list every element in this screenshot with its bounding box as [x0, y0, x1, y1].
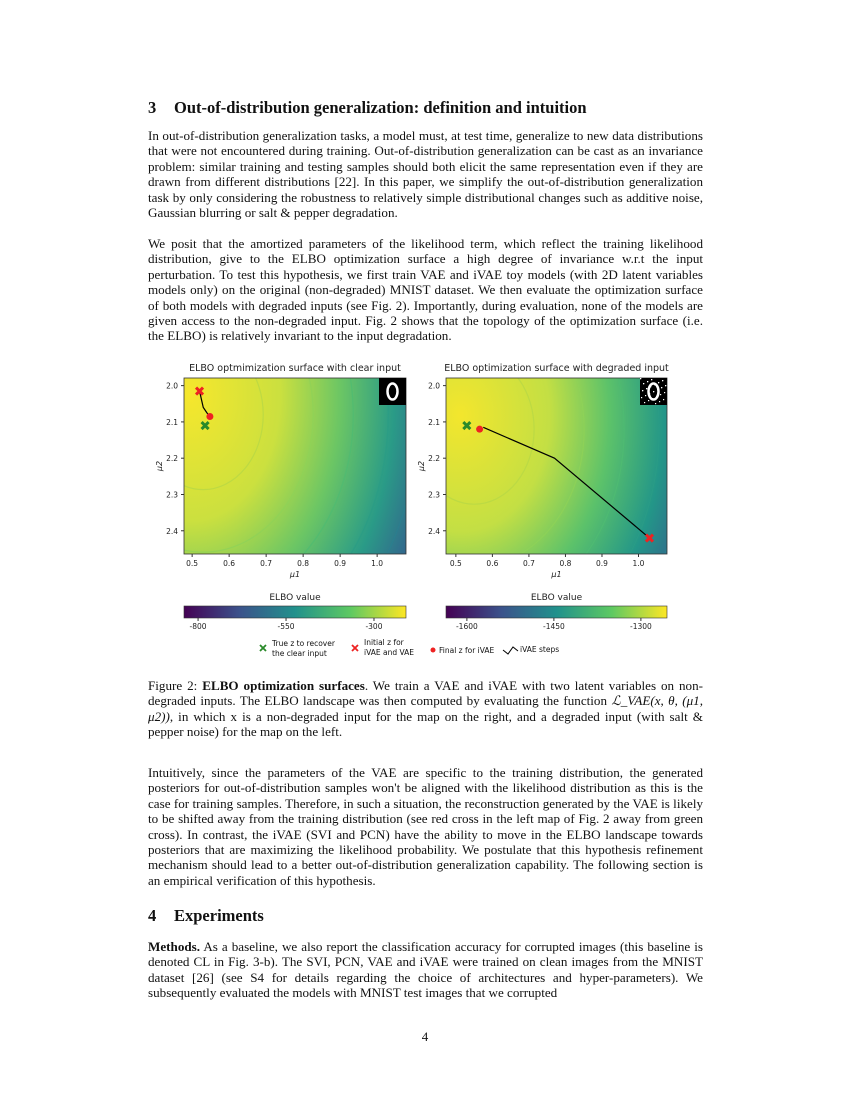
- section-title: Out-of-distribution generalization: definition and intuition: [174, 98, 587, 117]
- colorbar-tick-label: -550: [277, 622, 295, 631]
- digit-inset: [379, 378, 406, 405]
- colorbar-label: ELBO value: [530, 593, 583, 603]
- colorbar: [184, 606, 406, 618]
- noise-pixel: [643, 383, 644, 384]
- x-tick-label: 0.9: [334, 559, 347, 568]
- y-axis-label: μ2: [417, 460, 426, 472]
- x-tick-label: 0.7: [522, 559, 535, 568]
- noise-pixel: [641, 397, 642, 398]
- noise-pixel: [640, 378, 641, 379]
- x-tick-label: 0.7: [260, 559, 273, 568]
- plot-title: ELBO optmimization surface with clear input: [189, 363, 401, 374]
- methods-label: Methods.: [148, 939, 201, 954]
- noise-pixel: [644, 402, 645, 403]
- x-tick-label: 0.5: [186, 559, 199, 568]
- noise-pixel: [664, 392, 665, 393]
- caption-math: ℒ_VAE(x, θ, (μ1, μ2)): [148, 693, 704, 724]
- y-tick-label: 2.2: [428, 454, 440, 464]
- y-tick-label: 2.0: [166, 381, 178, 391]
- noise-pixel: [645, 395, 646, 396]
- colorbar-tick-label: -1450: [542, 622, 565, 631]
- noise-pixel: [651, 379, 652, 380]
- legend-initial-z-line2: iVAE and VAE: [364, 648, 415, 657]
- noise-pixel: [642, 390, 643, 391]
- section-title: Experiments: [174, 906, 264, 925]
- legend-steps-label: iVAE steps: [520, 645, 560, 654]
- x-tick-label: 0.9: [596, 559, 608, 568]
- noise-pixel: [650, 386, 651, 387]
- figure-caption: [148, 678, 703, 740]
- methods-text: As a baseline, we also report the classification accuracy for corrupted images (this baseline is denoted CL in Fig. 3-b). The SVI, PCN, VAE and iVAE were trained on clean images from the MNIST dataset [26] (see S4 for details regarding the choice of architectures and hyper-parameters). We subsequently evaluated the models with MNIST test images that we corrupted: [148, 939, 703, 1001]
- caption-text-2: , in which x is a non-degraded input for the map on the right, and a degraded input (with salt & pepper noise) for the map on the left.: [148, 708, 703, 740]
- noise-pixel: [652, 398, 653, 399]
- noise-pixel: [649, 393, 650, 394]
- x-axis-label: μ1: [289, 570, 301, 579]
- noise-pixel: [662, 380, 663, 381]
- y-tick-label: 2.4: [428, 526, 440, 536]
- noise-pixel: [661, 387, 662, 388]
- y-tick-label: 2.3: [166, 490, 178, 500]
- legend-true-z-icon: [260, 645, 266, 651]
- colorbar-tick-label: -1300: [629, 622, 652, 631]
- paragraph-2: We posit that the amortized parameters of the likelihood term, which reflect the training likelihood distribution, give to the ELBO optimization surface a high degree of invariance w.r.t the input perturbation. To test this hypothesis, we first train VAE and iVAE toy models (with 2D latent variables models only) on the original (non-degraded) MNIST dataset. We then evaluate the optimization surface of both models with degraded inputs (see Fig. 2). Importantly, during evaluation, none of the models are given access to the non-degraded input. Fig. 2 shows that the topology of the optimization surface (i.e. the ELBO) is relatively invariant to the input degradation.: [148, 236, 703, 344]
- noise-pixel: [665, 385, 666, 386]
- y-axis-label: μ2: [155, 460, 164, 472]
- caption-label: Figure 2:: [148, 678, 198, 693]
- legend-steps-icon: [503, 647, 518, 654]
- section-number: 4: [148, 906, 157, 925]
- noise-pixel: [658, 382, 659, 383]
- final-z-marker: [476, 426, 483, 433]
- noise-pixel: [660, 394, 661, 395]
- plot-title: ELBO optimization surface with degraded input: [444, 363, 669, 374]
- paragraph-3: Intuitively, since the parameters of the VAE are specific to the training distribution, the generated posteriors for out-of-distribution samples won't be aligned with the likelihood distribution as this is the case for training samples. Therefore, in such a situation, the reconstruction generated by the VAE is likely to be shifted away from the training distribution (see red cross in the left map of Fig. 2 away from green cross). In contrast, the iVAE (SVI and PCN) have the ability to move in the ELBO landscape towards posteriors that are maximizing the likelihood probability. We postulate that this hypothesis refinement mechanism should lead to a better out-of-distribution generalization capability. The following section is an empirical verification of this hypothesis.: [148, 765, 703, 888]
- noise-pixel: [656, 396, 657, 397]
- section-4-heading: [148, 906, 264, 926]
- section-3-heading: [148, 98, 587, 118]
- y-tick-label: 2.1: [428, 417, 440, 427]
- final-z-marker: [206, 413, 213, 420]
- noise-pixel: [655, 403, 656, 404]
- figure-2: [150, 355, 710, 665]
- paragraph-1: In out-of-distribution generalization tasks, a model must, at test time, generalize to new data distributions that were not encountered during training. Out-of-distribution generalization can be cast as an invariance problem: similar training and testing samples should both elicit the same representation even if they are drawn from different distributions [22]. In this paper, we simplify the out-of-distribution generalization task by only considering the robustness to relatively simple distributional changes such as additive noise, Gaussian blurring or salt & pepper degradation.: [148, 128, 703, 221]
- y-tick-label: 2.2: [166, 454, 178, 464]
- y-tick-label: 2.4: [166, 526, 178, 536]
- noise-pixel: [647, 381, 648, 382]
- noise-pixel: [659, 401, 660, 402]
- colorbar: [446, 606, 667, 618]
- legend-initial-z-line1: Initial z for: [364, 638, 404, 647]
- legend-true-z-icon-stroke: [260, 645, 266, 651]
- section-number: 3: [148, 98, 157, 117]
- colorbar-label: ELBO value: [269, 593, 321, 603]
- x-tick-label: 1.0: [371, 559, 384, 568]
- x-tick-label: 0.5: [449, 559, 462, 568]
- y-tick-label: 2.1: [166, 417, 178, 427]
- legend-initial-z-icon: [352, 645, 358, 651]
- noise-pixel: [653, 391, 654, 392]
- colorbar-tick-label: -300: [365, 622, 383, 631]
- colorbar-tick-label: -800: [189, 622, 207, 631]
- colorbar-tick-label: -1600: [455, 622, 478, 631]
- noise-pixel: [648, 400, 649, 401]
- x-tick-label: 0.6: [223, 559, 236, 568]
- legend-true-z-line2: the clear input: [272, 649, 327, 658]
- caption-title: ELBO optimization surfaces: [202, 678, 365, 693]
- caption-text: . We train a VAE and iVAE with two latent variables on non-degraded inputs. The ELBO landscape was then computed by evaluating the function: [148, 678, 703, 709]
- noise-pixel: [654, 384, 655, 385]
- x-axis-label: μ1: [551, 570, 562, 579]
- legend-final-z-icon: [431, 648, 436, 653]
- legend-true-z-line1: True z to recover: [272, 639, 335, 648]
- x-tick-label: 0.8: [297, 559, 310, 568]
- heatmap-surface: [446, 378, 667, 554]
- x-tick-label: 0.6: [486, 559, 499, 568]
- page-number: 4: [421, 1029, 429, 1044]
- legend: [260, 638, 559, 658]
- x-tick-label: 1.0: [632, 559, 645, 568]
- y-tick-label: 2.0: [428, 381, 440, 391]
- heatmap-surface: [184, 378, 406, 554]
- noise-pixel: [663, 399, 664, 400]
- noise-pixel: [646, 388, 647, 389]
- methods-paragraph: [148, 939, 703, 1001]
- y-tick-label: 2.3: [428, 490, 440, 500]
- legend-initial-z-icon-stroke: [352, 645, 358, 651]
- legend-final-z-label: Final z for iVAE: [439, 646, 495, 655]
- noise-pixel: [657, 389, 658, 390]
- x-tick-label: 0.8: [559, 559, 572, 568]
